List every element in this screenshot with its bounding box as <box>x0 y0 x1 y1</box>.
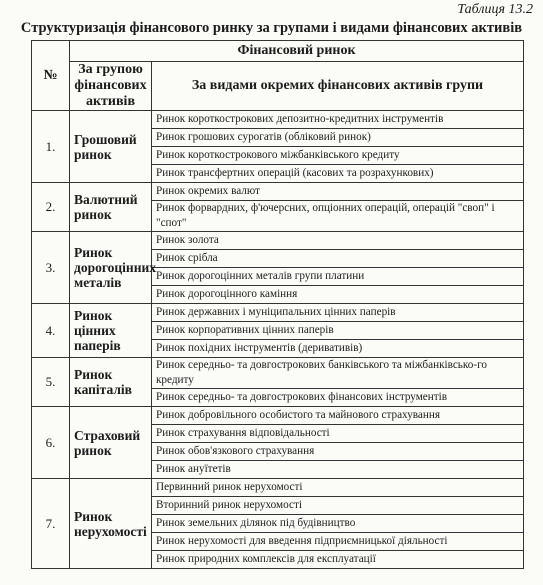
row-number: 4. <box>32 304 70 358</box>
financial-market-table <box>31 40 524 569</box>
header-by-asset-type: За видами окремих фінансових активів групи <box>152 62 524 111</box>
table-caption: Таблиця 13.2 <box>457 2 533 17</box>
asset-type: Ринок природних комплексів для експлуатації <box>152 551 524 569</box>
asset-type: Ринок дорогоцінного каміння <box>152 286 524 304</box>
asset-type: Вторинний ринок нерухомості <box>152 497 524 515</box>
group-name: Валютний ринок <box>70 183 152 232</box>
row-number: 5. <box>32 358 70 407</box>
row-number: 6. <box>32 407 70 479</box>
asset-type: Ринок короткострокових депозитно-кредитних інструментів <box>152 111 524 129</box>
asset-type: Ринок форвардних, ф'ючерсних, опціонних операцій, операцій "своп" і "спот" <box>152 201 524 232</box>
group-name: Ринок цінних паперів <box>70 304 152 358</box>
row-number: 1. <box>32 111 70 183</box>
asset-type: Ринок обов'язкового страхування <box>152 443 524 461</box>
header-by-group: За групою фінансових активів <box>70 62 152 111</box>
group-name: Ринок нерухомості <box>70 479 152 569</box>
header-number: № <box>32 41 70 111</box>
row-number: 2. <box>32 183 70 232</box>
group-name: Ринок капіталів <box>70 358 152 407</box>
group-name: Грошовий ринок <box>70 111 152 183</box>
asset-type: Ринок добровільного особистого та майнового страхування <box>152 407 524 425</box>
row-number: 3. <box>32 232 70 304</box>
asset-type: Ринок земельних ділянок під будівництво <box>152 515 524 533</box>
asset-type: Ринок дорогоцінних металів групи платини <box>152 268 524 286</box>
asset-type: Ринок нерухомості для введення підприємницької діяльності <box>152 533 524 551</box>
table-row <box>32 479 524 497</box>
asset-type: Ринок похідних інструментів (деривативів) <box>152 340 524 358</box>
table-row <box>32 183 524 201</box>
asset-type: Ринок ануїтетів <box>152 461 524 479</box>
header-financial-market: Фінансовий ринок <box>70 41 524 62</box>
asset-type: Ринок корпоративних цінних паперів <box>152 322 524 340</box>
table-body <box>32 111 524 569</box>
asset-type: Ринок короткострокового міжбанківського кредиту <box>152 147 524 165</box>
table-title: Структуризація фінансового ринку за групами і видами фінансових активів <box>20 20 523 36</box>
asset-type: Ринок страхування відповідальності <box>152 425 524 443</box>
asset-type: Ринок золота <box>152 232 524 250</box>
row-number: 7. <box>32 479 70 569</box>
asset-type: Ринок трансфертних операцій (касових та розрахункових) <box>152 165 524 183</box>
table-row <box>32 111 524 129</box>
table-row <box>32 304 524 322</box>
asset-type: Ринок середньо- та довгострокових фінансових інструментів <box>152 389 524 407</box>
group-name: Страховий ринок <box>70 407 152 479</box>
group-name: Ринок дорогоцінних металів <box>70 232 152 304</box>
table-row <box>32 358 524 389</box>
table-row <box>32 232 524 250</box>
asset-type: Ринок грошових сурогатів (обліковий ринок) <box>152 129 524 147</box>
asset-type: Ринок срібла <box>152 250 524 268</box>
asset-type: Ринок окремих валют <box>152 183 524 201</box>
asset-type: Первинний ринок нерухомості <box>152 479 524 497</box>
asset-type: Ринок державних і муніципальних цінних паперів <box>152 304 524 322</box>
asset-type: Ринок середньо- та довгострокових банківського та міжбанківсько-го кредиту <box>152 358 524 389</box>
table-row <box>32 407 524 425</box>
